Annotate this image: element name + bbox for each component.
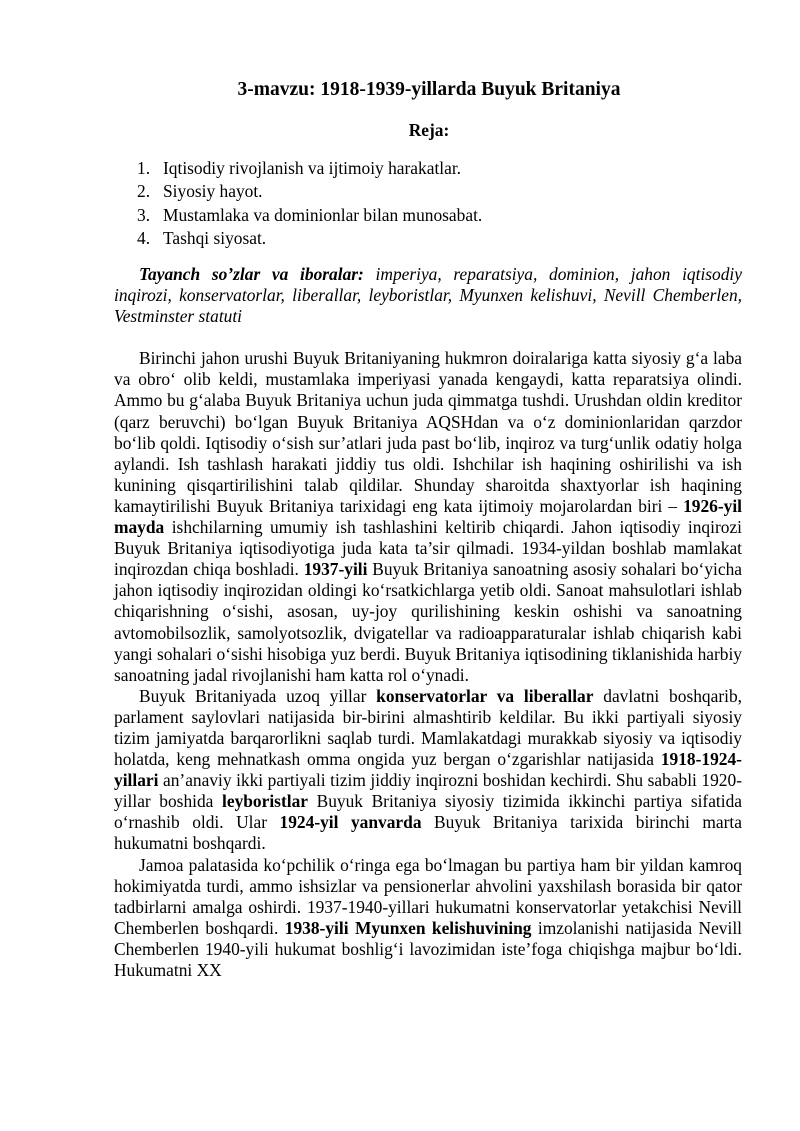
paragraph-labour-government: [114, 855, 742, 982]
text-run: Buyuk Britaniya tarixida birinchi marta hukumatni boshqardi.: [114, 812, 742, 854]
plan-item-text: Siyosiy hayot.: [163, 181, 263, 202]
plan-heading: Reja:: [408, 120, 450, 140]
bold-date: 1937-yili: [303, 559, 368, 580]
bold-date: 1918-1924-yillari: [114, 749, 742, 791]
bold-term: leyboristlar: [222, 791, 308, 812]
paragraph-economy: [114, 348, 742, 686]
text-run: Buyuk Britaniya sanoatning asosiy sohalari bo‘yicha jahon iqtisodiy inqirozidan oldingi ko‘rsatkichlarga yetib oldi. Sanoat mahsulotlari ishlab chiqarishning o‘sishi, asosan, uy-joy qurilishining keskin oshishi va sanoatning avtomobilsozlik, samolyotsozlik, dvigatellar va radioapparaturalar ishlab chiqarish kabi yangi sohalari o‘sishi hisobiga yuz berdi. Buyuk Britaniya iqtisodining tiklanishida harbiy sanoatning jadal rivojlanishi ham katta rol o‘ynadi.: [114, 559, 742, 685]
page-title: 3-mavzu: 1918-1939-yillarda Buyuk Britaniya: [237, 79, 621, 100]
bold-date: 1924-yil yanvarda: [279, 812, 422, 833]
keywords-paragraph: [114, 264, 742, 327]
plan-item-number: 2.: [137, 181, 151, 202]
keywords-label: Tayanch so’zlar va iboralar:: [139, 264, 364, 284]
plan-item: [137, 180, 482, 203]
text-run: ishchilarning umumiy ish tashlashini keltirib chiqardi. Jahon iqtisodiy inqirozi Buyuk Britaniya iqtisodiyotiga juda kata ta’sir qilmadi. 1934-yildan boshlab mamlakat inqirozdan chiqa boshladi.: [114, 517, 742, 580]
text-run: davlatni boshqarib, parlament saylovlari natijasida bir-birini almashtirib keldilar. Bu ikki partiyali siyosiy tizim jamiyatda barqarorlikni saqlab turdi. Mamlakatdagi murakkab siyosiy va iqtisodiy holatda, keng mehnatkash omma ongida yuz bergan o‘zgarishlar natijasida: [114, 685, 742, 770]
plan-item-text: Iqtisodiy rivojlanish va ijtimoiy harakatlar.: [163, 158, 462, 178]
bold-term: konservatorlar va liberallar: [376, 685, 594, 706]
bold-term: 1938-yili Myunxen kelishuvining: [284, 917, 532, 938]
body-text: [114, 264, 742, 981]
text-run: an’anaviy ikki partiyali tizim jiddiy inqirozni boshidan kechirdi. Shu sababli 1920-yillar boshida: [114, 770, 742, 812]
plan-item: [137, 204, 482, 227]
plan-item-number: 4.: [137, 228, 151, 249]
text-run: Buyuk Britaniya siyosiy tizimida ikkinchi partiya sifatida o‘rnashib oldi. Ular: [114, 791, 742, 833]
plan-item-text: Mustamlaka va dominionlar bilan munosabat.: [163, 204, 483, 225]
plan-item: [137, 227, 482, 250]
text-run: imzolanishi natijasida Nevill Chemberlen 1940-yili hukumat boshlig‘i lavozimidan iste’foga chiqishga majbur bo‘ldi. Hukumatni XX: [114, 917, 742, 980]
keywords-list: imperiya, reparatsiya, dominion, jahon iqtisodiy inqirozi, konservatorlar, liberallar, leyboristlar, Myunxen kelishuvi, Nevill Chemberlen, Vestminster statuti: [114, 264, 742, 327]
paragraph-politics: [114, 686, 742, 855]
bold-date: 1926-yil mayda: [114, 495, 743, 538]
plan-item-number: 1.: [137, 158, 151, 178]
plan-item-text: Tashqi siyosat.: [163, 228, 267, 249]
text-run: Buyuk Britaniyada uzoq yillar: [139, 685, 367, 706]
plan-item-number: 3.: [137, 204, 151, 225]
plan-item: [137, 157, 482, 180]
text-run: Birinchi jahon urushi Buyuk Britaniyaning hukmron doiralariga katta siyosiy g‘a laba va obro‘ olib keldi, mustamlaka imperiyasi yanada kengaydi, katta reparatsiya olindi. Ammo bu g‘alaba Buyuk Britaniya uchun juda qimmatga tushdi. Urushdan oldin kreditor (qarz beruvchi) bo‘lgan Buyuk Britaniya AQSHdan va o‘z dominionlaridan qarzdor bo‘lib qoldi. Iqtisodiy o‘sish sur’atlari juda past bo‘lib, inqiroz va turg‘unlik odatiy holga aylandi. Ish tashlash harakati jiddiy tus oldi. Ishchilar ish haqining oshirilishi va ish kunining qisqartirilishini talab qildilar. Shunday sharoitda shaxtyorlar ish haqining kamaytirilishi Buyuk Britaniya tarixidagi eng kata ijtimoiy mojarolardan biri –: [114, 348, 742, 516]
text-run: Jamoa palatasida ko‘pchilik o‘ringa ega bo‘lmagan bu partiya ham bir yildan kamroq hokimiyatda turdi, ammo ishsizlar va pensionerlar ahvolini yaxshilash borasida bir qator tadbirlarni amalga oshirdi. 1937-1940-yillari hukumatni konservatorlar yetakchisi Nevill Chemberlen boshqardi.: [114, 854, 742, 938]
plan-list: [137, 157, 482, 251]
